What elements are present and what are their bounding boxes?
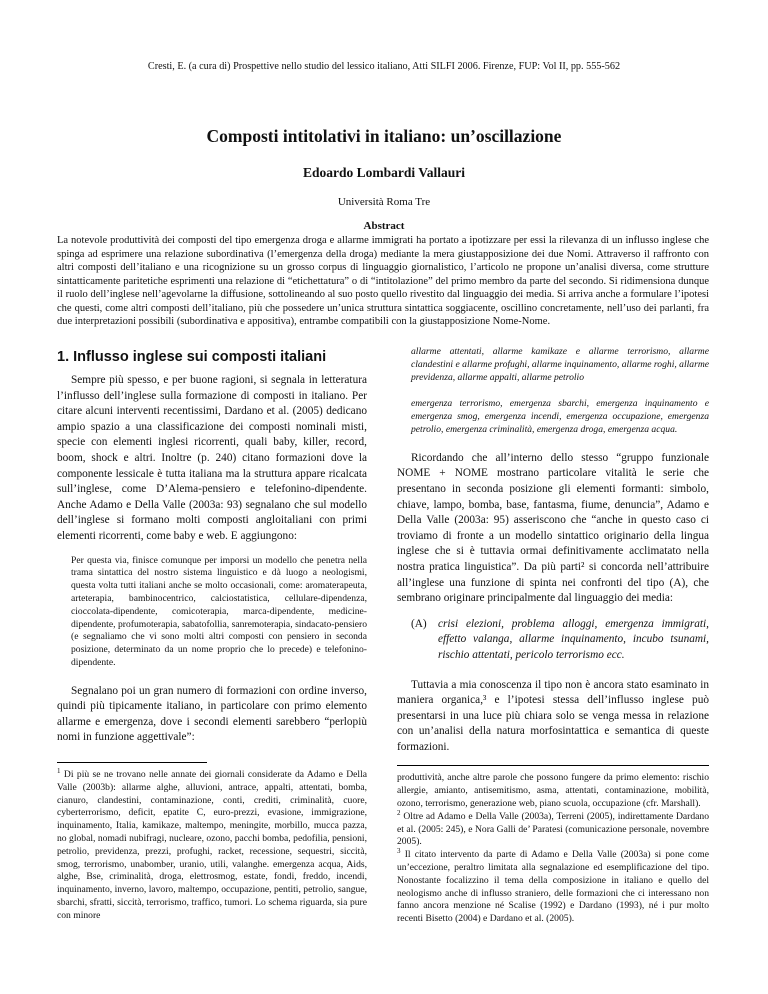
author-name: Edoardo Lombardi Vallauri [302,165,466,180]
footnote-3 [397,849,709,926]
footnote-mark: 3 [397,847,401,856]
affiliation: Università Roma Tre [337,196,431,208]
example-list-allarme: allarme attentati, allarme kamikaze e allarme terrorismo, allarme clandestini e allarme profughi, allarme inquinamento, allarme roghi, allarme previdenza, allarme appalti, allarme petrolio [411,346,710,383]
paragraph: Segnalano poi un gran numero di formazioni con ordine inverso, quindi più tipicamente italiano, in particolare con primo elemento allarme e emergenza, dove i secondi elementi sarebbero “perlopiù nomi in funzione aggettivale”: [57,684,367,744]
footnote-1 [57,766,367,923]
paragraph: Tuttavia a mia conoscenza il tipo non è ancora stato esaminato in maniera organica,³ e l’ipotesi stessa dell’influsso inglese può presentarsi in una luce più chiara solo se venga messa in relazione con un’analisi della natura morfosintattica e semantica di queste formazioni. [397,678,709,753]
abstract-text: La notevole produttività dei composti del tipo emergenza droga e allarme immigrati ha portato a ipotizzare per essi la rilevanza di un influsso inglese che spinga ad esprimere una relazione subordinativa (l’emergenza della droga) mediante la mera giustapposizione dei due Nomi. Attraverso il raffronto con altri composti dell’italiano e una ricognizione su un grosso corpus di linguaggio giornalistico, l’articolo ne propone un’analisi diversa, come strutture sintatticamente paritetiche esprimenti una relazione di “etichettatura” o di “intitolazione” del primo membro da parte del secondo. Si ridimensiona dunque il ruolo dell’inglese nell’agevolarne la diffusione, sottolineando al suo posto quello rivestito dal linguaggio dei media. Si arriva anche a formulare l’ipotesi che questi, come altri composti dell’italiano, più che possedere un’unica struttura sintattica soggiacente, oscillino concretamente, nell’uso dei parlanti, fra due interpretazioni possibili (subordinativa e appositiva), entrambe compatibili con la giustapposizione Nome-Nome. [57,235,709,327]
example-list-emergenza: emergenza terrorismo, emergenza sbarchi, emergenza inquinamento e emergenza smog, emergenza incendi, emergenza occupazione, emergenza petrolio, emergenza criminalità, emergenza droga, emergenza acqua. [411,398,709,435]
right-column [397,346,709,926]
abstract-heading: Abstract [363,220,405,232]
footnote-mark: 2 [397,808,401,817]
footnote-2 [397,808,709,849]
paper-title: Composti intitolativi in italiano: un’oscillazione [206,126,562,146]
footnote-mark: 1 [57,766,61,775]
section-heading: 1. Influsso inglese sui composti italiani [57,349,327,365]
footnote-text: Di più se ne trovano nelle annate dei giornali considerate da Adamo e Della Valle (2003b): allarme alghe, alluvioni, antrace, appalti, attentati, bomba, cianuro, clandestini, contaminazione, conti, crediti, criminalità, cuore, cyberterrorismo, deficit, epatite C, euro-prezzi, evasione, immigrazione, inquinamento, Italia, kamikaze, maltempo, meningite, morbillo, mucca pazza, no global, nomadi nubifragi, nucleare, ozono, pacchi bomba, pedofilia, pensioni, petrolio, previdenza, prezzi, profughi, racket, recessione, sequestri, siccità, smog, terrorismo, unabomber, uranio, utili, valanghe. emergenza acqua, Aids, alghe, Bse, criminalità, droga, elettrosmog, estate, fondi, freddo, incendi, inquinamento, inverno, lavoro, maltempo, occupazione, pentiti, petrolio, sangue, sbarchi, sfratti, siccità, terrorismo, traffico, tumori. Lo schema riguarda, sia pure con minore [57,769,367,921]
paragraph: Ricordando che all’interno dello stesso “gruppo funzionale NOME + NOME mostrano particolare vitalità le serie che presentano in seconda posizione gli elementi formanti: simbolo, chiave, lampo, bomba, base, fantasma, fiume, denuncia”, Adamo e Della Valle (2003a: 95) asseriscono che “anche in questo caso ci troviamo di fronte a un modello sintattico originario della lingua inglese che si è tuttavia ormai definitivamente acclimatato nella nostra pratica linguistica”. Da più parti² si concorda nell’attribuire all’inglese una funzione di spinta nei confronti del tipo (A), che sembrano originare principalmente dal linguaggio dei media: [397,451,709,605]
footnote-rule [397,765,709,766]
example-a [411,617,709,664]
example-label: (A) [411,617,427,630]
paragraph: Sempre più spesso, e per buone ragioni, si segnala in letteratura l’influsso dell’inglese sulla formazione di composti in italiano. Per citare alcuni interventi recentissimi, Dardano et al. (2005) dedicano ampio spazio a una classificazione dei composti nominali misti, specie con elementi inglesi ricorrenti, quali baby, killer, record, boom, shock e altri. Inoltre (p. 240) citano formazioni dove la componente lessicale è tutta italiana ma la struttura appare ricalcata sull’inglese, come D’Alema-pensiero e telefonino-dipendente. Anche Adamo e Della Valle (2003a: 93) segnalano che sul modello dell’inglese si formano molti composti angloitaliani con primi elementi ricorrenti, come baby e web. E aggiungono: [57,374,367,542]
footnote-text: Oltre ad Adamo e Della Valle (2003a), Terreni (2005), indirettamente Dardano et al. (2005: 245), e Nora Galli de’ Paratesi (comunicazione personale, novembre 2005). [397,810,709,848]
footnote-1-continued: produttività, anche altre parole che possono fungere da primo elemento: rischio allergie, amianto, antisemitismo, asma, attentati, contaminazione, mobilità, ozono, terrorismo, generazione web, piano scuola, occupazione (cfr. Marshall). [397,772,709,810]
footnote-rule [57,762,207,763]
left-column [57,346,367,923]
footnote-text: Il citato intervento da parte di Adamo e Della Valle (2003a) si pone come un’eccezione, peraltro limitata alla segnalazione ed esemplificazione del tipo. Nonostante focalizzino il tema della composizione in italiano e quello del neologismo anche di influsso straniero, delle formazioni che ci interessano non fanno ancora menzione né Scalise (1992) e Dardano (1993), né i pur molto recenti Bisetto (2004) e Dardano et al. (2005). [397,849,709,925]
example-text: crisi elezioni, problema alloggi, emergenza immigrati, effetto valanga, allarme inquinamento, incubo tsunami, rischio attentati, pericolo terrorismo ecc. [438,617,709,661]
header-citation: Cresti, E. (a cura di) Prospettive nello studio del lessico italiano, Atti SILFI 2006. Firenze, FUP: Vol II, pp. 555-562 [147,61,621,72]
block-quote: Per questa via, finisce comunque per imporsi un modello che penetra nella trama sintattica del nostro sistema linguistico e dà luogo a neologismi, questa volta tutti italiani anche se molto occasionali, come: aromaterapeuta, arteterapia, bambinocentrico, calciostatistica, cellulare-dipendenza, cioccolata-dipendente, comicoterapia, marca-dipendente, medicine-dipendente, profumoterapia, sabatofollia, sanremoterapia, sindacato-pensiero (e segnaliamo che vi sono molti altri composti con pensiero in seconda posizione, determinato da un nome proprio che lo precede) e telefonino-dipendente. [71,554,367,668]
